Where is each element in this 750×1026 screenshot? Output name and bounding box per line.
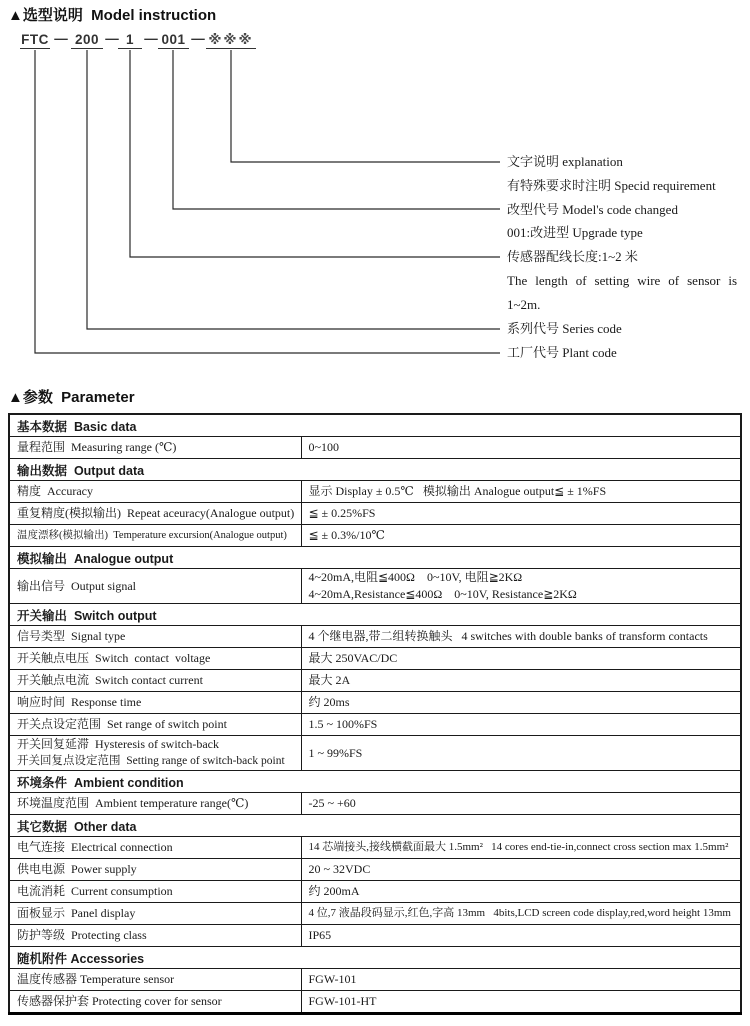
cell-text: FGW-101-HT [308,994,377,1008]
diagram-label-upgrade-type: 001:改进型 Upgrade type [507,225,643,240]
section-label-cell [9,815,741,837]
diagram-label-wire-length-cn: 传感器配线长度:1~2 米 [507,249,638,264]
row-label-cell [9,525,301,547]
cell-text: 输出信号 Output signal [17,578,136,593]
row-label-cell [9,859,301,881]
cell-text: 4~20mA,电阻≦400Ω 0~10V, 电阻≧2KΩ [308,570,523,584]
row-value-cell [301,736,741,771]
diagram-label-plant-code: 工厂代号 Plant code [507,345,617,360]
code-separator: — [191,31,205,46]
row-value-cell [301,481,741,503]
row-value-cell [301,925,741,947]
row-value-cell [301,991,741,1014]
table-row [9,859,741,881]
section-header-row [9,547,741,569]
table-row [9,437,741,459]
diagram-label-wire-length-en: The length of setting wire of sensor is [507,273,737,288]
row-label-cell [9,991,301,1014]
cell-text: 其它数据 Other data [17,819,137,834]
row-label-cell [9,692,301,714]
diagram-label-special-req: 有特殊要求时注明 Specid requirement [507,178,716,193]
row-value-cell [301,648,741,670]
table-row [9,736,741,771]
table-row [9,692,741,714]
cell-text: 温度传感器 Temperature sensor [17,972,175,986]
model-code-segment-remarks: ※※※ [206,32,256,49]
table-row [9,903,741,925]
cell-text: 20 ~ 32VDC [308,862,371,876]
row-label-cell [9,569,301,604]
row-label-cell [9,925,301,947]
cell-text: 开关点设定范围 Set range of switch point [17,717,227,731]
cell-text: 4 个继电器,带二组转换触头 4 switches with double banks of transform contacts [308,629,708,643]
cell-text: IP65 [308,928,332,942]
cell-text: 传感器保护套 Protecting cover for sensor [17,994,222,1008]
table-row [9,569,741,604]
cell-text: 随机附件 Accessories [17,951,145,966]
cell-text: 4 位,7 液晶段码显示,红色,字高 13mm 4bits,LCD screen code display,red,word height 13mm [308,907,731,919]
cell-text: 信号类型 Signal type [17,629,126,643]
row-value-cell [301,670,741,692]
cell-text: 电气连接 Electrical connection [17,840,173,854]
section-label-cell [9,459,741,481]
row-value-cell [301,692,741,714]
table-row [9,670,741,692]
code-separator: — [54,31,68,46]
row-label-cell [9,837,301,859]
row-label-cell [9,437,301,459]
row-label-cell [9,626,301,648]
cell-text: 电流消耗 Current consumption [17,884,173,898]
model-code-segment-series: 200 [71,32,103,49]
table-row [9,881,741,903]
row-value-cell [301,881,741,903]
row-value-cell [301,437,741,459]
row-label-cell [9,648,301,670]
row-label-cell [9,503,301,525]
table-row [9,503,741,525]
row-label-cell [9,714,301,736]
cell-text: 开关触点电压 Switch contact voltage [17,651,211,665]
row-label-cell [9,670,301,692]
table-row [9,925,741,947]
row-label-cell [9,969,301,991]
cell-text: 环境温度范围 Ambient temperature range(℃) [17,796,249,810]
table-row [9,648,741,670]
row-label-cell [9,481,301,503]
table-row [9,991,741,1014]
row-label-cell [9,736,301,771]
section-header-row [9,414,741,437]
cell-text: 防护等级 Protecting class [17,928,147,942]
cell-text: 量程范围 Measuring range (℃) [17,440,177,454]
section-label-cell [9,547,741,569]
cell-text: 14 芯端接头,接线横截面最大 1.5mm² 14 cores end-tie-in,connect cross section max 1.5mm² [308,841,729,853]
cell-text: 输出数据 Output data [17,463,145,478]
row-label-cell [9,881,301,903]
section-label-cell [9,947,741,969]
model-code-segment-plant: FTC [21,32,49,47]
section-header-row [9,771,741,793]
cell-text: FGW-101 [308,972,357,986]
cell-text: ≦ ± 0.3%/10℃ [308,528,385,542]
cell-text: 模拟输出 Analogue output [17,551,174,566]
table-row [9,714,741,736]
model-code-segment-wire: 1 [118,32,142,49]
cell-text: 1 ~ 99%FS [308,745,363,760]
cell-text: 开关输出 Switch output [17,608,157,623]
table-row [9,793,741,815]
table-row [9,837,741,859]
model-instruction-title: ▲选型说明 Model instruction [8,7,217,24]
cell-text: -25 ~ +60 [308,796,356,810]
section-label-cell [9,771,741,793]
cell-text: 环境条件 Ambient condition [17,775,184,790]
cell-text: 重复精度(模拟输出) Repeat aceuracy(Analogue output) [17,506,295,520]
cell-text: 开关触点电流 Switch contact current [17,673,203,687]
section-header-row [9,815,741,837]
row-value-cell [301,903,741,925]
row-value-cell [301,793,741,815]
row-value-cell [301,969,741,991]
code-separator: — [105,31,119,46]
cell-text: 面板显示 Panel display [17,906,136,920]
row-value-cell [301,525,741,547]
row-label-cell [9,793,301,815]
section-label-cell [9,604,741,626]
table-row [9,626,741,648]
section-header-row [9,947,741,969]
section-header-row [9,459,741,481]
section-label-cell [9,414,741,437]
cell-text: 响应时间 Response time [17,695,142,709]
cell-text: 供电电源 Power supply [17,862,137,876]
cell-text: 开关回复点设定范围 Setting range of switch-back point [17,755,285,767]
row-value-cell [301,859,741,881]
table-row [9,481,741,503]
row-value-cell [301,503,741,525]
row-value-cell [301,714,741,736]
row-value-cell [301,626,741,648]
row-value-cell [301,569,741,604]
cell-text: 最大 2A [308,673,351,687]
code-separator: — [144,31,158,46]
cell-text: 约 20ms [308,695,350,709]
cell-text: 1.5 ~ 100%FS [308,717,378,731]
cell-text: 开关回复延滞 Hysteresis of switch-back [17,737,219,751]
parameter-table-body [9,414,741,1014]
cell-text: 最大 250VAC/DC [308,651,398,665]
table-row [9,969,741,991]
cell-text: 基本数据 Basic data [17,419,137,434]
cell-text: ≦ ± 0.25%FS [308,506,376,520]
parameter-table [8,413,742,1015]
cell-text: 精度 Accuracy [17,484,93,498]
table-row [9,525,741,547]
diagram-label-series-code: 系列代号 Series code [507,321,622,336]
cell-text: 显示 Display ± 0.5℃ 模拟输出 Analogue output≦ ± 1%FS [308,484,607,498]
diagram-label-wire-length-en2: 1~2m. [507,297,541,312]
cell-text: 约 200mA [308,884,360,898]
row-label-cell [9,903,301,925]
cell-text: 0~100 [308,440,339,454]
cell-text: 4~20mA,Resistance≦400Ω 0~10V, Resistance≧2KΩ [308,587,577,601]
parameter-title: ▲参数 Parameter [8,389,135,406]
section-header-row [9,604,741,626]
row-value-cell [301,837,741,859]
diagram-label-explanation: 文字说明 explanation [507,154,623,169]
cell-text: 温度漂移(模拟输出) Temperature excursion(Analogue output) [17,530,287,541]
model-code-segment-revision: 001 [158,32,189,49]
diagram-label-model-changed: 改型代号 Model's code changed [507,202,678,217]
